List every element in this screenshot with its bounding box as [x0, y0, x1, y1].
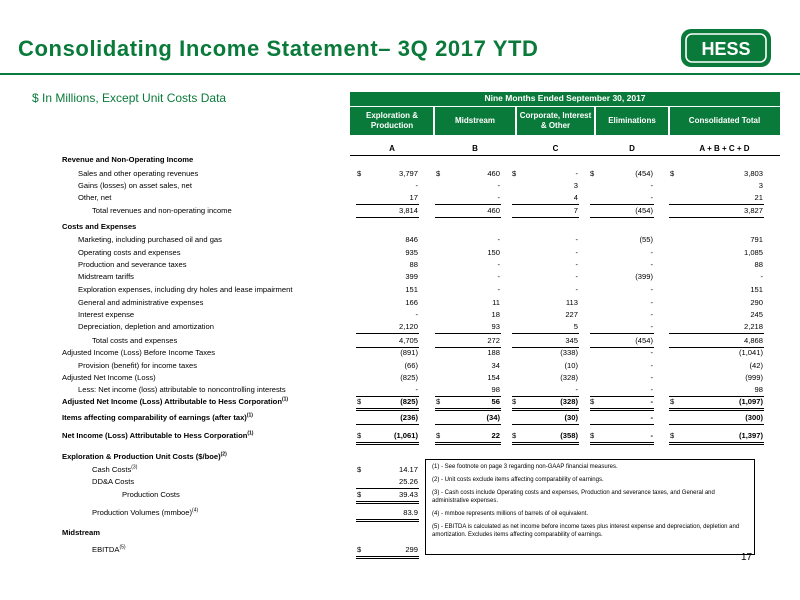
cell-value: 3,797: [398, 169, 418, 178]
cell-value: 150: [487, 248, 500, 257]
subtotal-rule: [669, 204, 764, 205]
cell-value: -: [650, 260, 653, 269]
subtotal-rule: [356, 424, 419, 425]
cell-value: -: [650, 431, 653, 440]
total-double-rule: [512, 408, 579, 411]
cell-value: 166: [405, 298, 418, 307]
cell-value: 3,827: [743, 206, 763, 215]
production-costs-label: Production Costs: [122, 490, 180, 499]
dollar-sign: $: [436, 397, 441, 406]
cell-value: -: [650, 385, 653, 394]
cell-value: -: [575, 285, 578, 294]
cell-value: 21: [754, 193, 763, 202]
subtotal-rule: [435, 333, 501, 334]
subtotal-rule: [669, 424, 764, 425]
cell-value: 3: [758, 181, 763, 190]
cell-value: 151: [750, 285, 763, 294]
cell-value: -: [497, 285, 500, 294]
cell-value: 3,814: [398, 206, 418, 215]
row-label: Less: Net income (loss) attributable to noncontrolling interests: [78, 385, 286, 394]
cell-value: 290: [750, 298, 763, 307]
subtotal-rule: [590, 217, 654, 218]
cell-value: (1,061): [393, 431, 418, 440]
midstream-heading: Midstream: [62, 528, 100, 537]
cell-value: (10): [564, 361, 578, 370]
dollar-sign: $: [590, 169, 595, 178]
cell-value: (825): [400, 397, 418, 406]
subtotal-rule: [356, 396, 419, 397]
cell-value: -: [650, 322, 653, 331]
dollar-sign: $: [670, 169, 675, 178]
cell-value: (55): [639, 235, 653, 244]
production-volumes-value: 83.9: [403, 508, 418, 517]
row-label: Interest expense: [78, 310, 135, 319]
cell-value: -: [575, 235, 578, 244]
cell-value: -: [415, 385, 418, 394]
column-header-consolidated: Consolidated Total: [669, 107, 780, 135]
total-double-rule: [512, 442, 579, 445]
cell-value: (338): [560, 348, 578, 357]
cell-value: -: [575, 260, 578, 269]
total-double-rule: [356, 556, 419, 559]
units-note: $ In Millions, Except Unit Costs Data: [32, 91, 227, 105]
cell-value: (999): [745, 373, 763, 382]
subtotal-rule: [669, 347, 764, 348]
cell-value: (358): [560, 431, 578, 440]
footnote-1: (1) - See footnote on page 3 regarding non-GAAP financial measures.: [432, 464, 618, 470]
header-separator: [668, 107, 670, 135]
dollar-sign: $: [357, 397, 362, 406]
total-double-rule: [669, 408, 764, 411]
footnote-3: (3) - Cash costs include Operating costs and expenses, Production and severance taxes, and General and administrative expenses.: [432, 490, 715, 504]
ebitda-value: 299: [405, 545, 418, 554]
dollar-sign: $: [512, 397, 517, 406]
cell-value: (1,041): [738, 348, 763, 357]
page-number: 17: [741, 552, 753, 563]
row-label: Sales and other operating revenues: [78, 169, 199, 178]
total-double-rule: [435, 408, 501, 411]
cell-value: 345: [565, 336, 578, 345]
subtotal-rule: [356, 204, 419, 205]
cell-value: -: [497, 260, 500, 269]
ebitda-label: EBITDA$^{(5)}$: [92, 544, 126, 554]
cell-value: 272: [487, 336, 500, 345]
row-label: Costs and Expenses: [62, 222, 137, 231]
cell-value: -: [650, 248, 653, 257]
cell-value: 460: [487, 206, 500, 215]
subtotal-rule: [356, 333, 419, 334]
column-letter-b: B: [472, 144, 478, 153]
cell-value: 3: [573, 181, 578, 190]
dollar-sign: $: [512, 169, 517, 178]
title-divider: [0, 73, 800, 75]
cell-value: 846: [405, 235, 418, 244]
subtotal-rule: [669, 217, 764, 218]
unit-costs-heading: Exploration & Production Unit Costs ($/boe)$^{(2)}$: [62, 451, 227, 461]
total-double-rule: [669, 442, 764, 445]
dollar-sign: $: [357, 465, 362, 474]
row-label: Midstream tariffs: [78, 272, 134, 281]
row-label: Other, net: [78, 193, 112, 202]
total-double-rule: [356, 501, 419, 504]
dda-costs-label: DD&A Costs: [92, 477, 135, 486]
cell-value: -: [760, 272, 763, 281]
cell-value: 154: [487, 373, 500, 382]
row-label: Items affecting comparability of earnings (after tax)$^{(1)}$: [62, 412, 253, 422]
cell-value: -: [650, 397, 653, 406]
cell-value: 5: [573, 322, 578, 331]
cell-value: (300): [745, 413, 763, 422]
cell-value: 399: [405, 272, 418, 281]
subtotal-rule: [512, 396, 579, 397]
column-header-eliminations: Eliminations: [595, 107, 669, 135]
cell-value: -: [650, 310, 653, 319]
cell-value: -: [650, 413, 653, 422]
cell-value: 93: [491, 322, 500, 331]
total-double-rule: [356, 408, 419, 411]
cell-value: (30): [564, 413, 578, 422]
cell-value: 2,120: [398, 322, 418, 331]
subtotal-rule: [356, 488, 419, 489]
dollar-sign: $: [590, 397, 595, 406]
cell-value: -: [415, 181, 418, 190]
cash-costs-value: 14.17: [398, 465, 418, 474]
production-costs-value: 39.43: [398, 490, 418, 499]
total-double-rule: [590, 442, 654, 445]
subtotal-rule: [435, 217, 501, 218]
subtotal-rule: [590, 333, 654, 334]
cell-value: 98: [491, 385, 500, 394]
cell-value: 4: [573, 193, 578, 202]
cell-value: -: [415, 310, 418, 319]
subtotal-rule: [590, 347, 654, 348]
cell-value: -: [575, 248, 578, 257]
dda-costs-value: 25.26: [398, 477, 418, 486]
cell-value: 791: [750, 235, 763, 244]
cell-value: 113: [565, 298, 578, 307]
cell-value: -: [497, 193, 500, 202]
footnote-4: (4) - mmboe represents millions of barrels of oil equivalent.: [432, 510, 589, 517]
cell-value: 460: [487, 169, 500, 178]
cell-value: (454): [635, 169, 653, 178]
total-double-rule: [356, 442, 419, 445]
cell-value: 1,085: [743, 248, 763, 257]
dollar-sign: $: [357, 545, 362, 554]
row-label: Total costs and expenses: [92, 336, 178, 345]
period-header: Nine Months Ended September 30, 2017: [350, 92, 780, 106]
dollar-sign: $: [436, 169, 441, 178]
cell-value: (34): [486, 413, 500, 422]
cell-value: 18: [491, 310, 500, 319]
subtotal-rule: [512, 424, 579, 425]
column-header-corporate: Corporate, Interest & Other: [516, 107, 595, 135]
subtotal-rule: [435, 347, 501, 348]
cell-value: 56: [491, 397, 500, 406]
cash-costs-label: Cash Costs$^{(3)}$: [92, 464, 138, 474]
cell-value: -: [497, 272, 500, 281]
subtotal-rule: [356, 347, 419, 348]
cell-value: 17: [409, 193, 418, 202]
dollar-sign: $: [670, 397, 675, 406]
column-letter-c: C: [552, 144, 559, 153]
row-label: Operating costs and expenses: [78, 248, 181, 257]
column-letter-d: D: [629, 144, 635, 153]
cell-value: -: [650, 361, 653, 370]
footnotes-box: [425, 459, 755, 555]
subtotal-rule: [512, 204, 579, 205]
subtotal-rule: [512, 347, 579, 348]
subtotal-rule: [590, 396, 654, 397]
cell-value: (399): [635, 272, 653, 281]
subtotal-rule: [435, 204, 501, 205]
cell-value: (42): [749, 361, 763, 370]
cell-value: 935: [405, 248, 418, 257]
cell-value: -: [650, 348, 653, 357]
cell-value: 98: [754, 385, 763, 394]
dollar-sign: $: [590, 431, 595, 440]
header-separator: [433, 107, 435, 135]
row-label: Depreciation, depletion and amortization: [78, 322, 214, 331]
row-label: Adjusted Net Income (Loss): [62, 373, 156, 382]
cell-value: -: [650, 193, 653, 202]
dollar-sign: $: [436, 431, 441, 440]
subtotal-rule: [512, 217, 579, 218]
page-title: Consolidating Income Statement– 3Q 2017 YTD: [18, 36, 539, 61]
row-label: Production and severance taxes: [78, 260, 187, 269]
cell-value: -: [575, 169, 578, 178]
cell-value: (236): [400, 413, 418, 422]
cell-value: (1,397): [738, 431, 763, 440]
row-label: Total revenues and non-operating income: [92, 206, 232, 215]
column-letter-rule: [350, 155, 780, 156]
cell-value: 2,218: [743, 322, 763, 331]
cell-value: (891): [400, 348, 418, 357]
row-label: Net Income (Loss) Attributable to Hess Corporation$^{(1)}$: [62, 430, 254, 440]
subtotal-rule: [669, 396, 764, 397]
cell-value: (1,097): [738, 397, 763, 406]
production-volumes-label: Production Volumes (mmboe)$^{(4)}$: [92, 507, 199, 517]
cell-value: 7: [573, 206, 578, 215]
dollar-sign: $: [357, 490, 362, 499]
cell-value: -: [650, 285, 653, 294]
cell-value: (66): [404, 361, 418, 370]
row-label: Adjusted Income (Loss) Before Income Taxes: [62, 348, 216, 357]
row-label: Revenue and Non-Operating Income: [62, 155, 194, 164]
row-label: Adjusted Net Income (Loss) Attributable to Hess Corporation$^{(1)}$: [62, 396, 289, 406]
cell-value: -: [650, 298, 653, 307]
cell-value: -: [497, 235, 500, 244]
cell-value: 88: [409, 260, 418, 269]
cell-value: 34: [491, 361, 500, 370]
footnote-2: (2) - Unit costs exclude items affecting comparability of earnings.: [432, 477, 604, 484]
cell-value: 188: [487, 348, 500, 357]
cell-value: 11: [492, 298, 500, 307]
row-label: Marketing, including purchased oil and gas: [78, 235, 222, 244]
cell-value: 151: [405, 285, 418, 294]
subtotal-rule: [435, 396, 501, 397]
cell-value: (328): [560, 397, 578, 406]
row-label: Gains (losses) on asset sales, net: [78, 181, 192, 190]
dollar-sign: $: [357, 169, 362, 178]
cell-value: (825): [400, 373, 418, 382]
hess-logo: [680, 28, 772, 68]
subtotal-rule: [590, 204, 654, 205]
cell-value: -: [575, 272, 578, 281]
header-separator: [515, 107, 517, 135]
row-label: General and administrative expenses: [78, 298, 204, 307]
subtotal-rule: [512, 333, 579, 334]
cell-value: -: [650, 181, 653, 190]
subtotal-rule: [590, 424, 654, 425]
column-header-ep: Exploration & Production: [350, 107, 434, 135]
subtotal-rule: [356, 217, 419, 218]
logo-text: HESS: [701, 39, 751, 59]
cell-value: 4,705: [398, 336, 418, 345]
subtotal-rule: [669, 333, 764, 334]
dollar-sign: $: [357, 431, 362, 440]
total-double-rule: [356, 519, 419, 522]
cell-value: 227: [565, 310, 578, 319]
header-separator: [594, 107, 596, 135]
cell-value: (454): [635, 336, 653, 345]
column-letter-total: A + B + C + D: [699, 144, 750, 153]
cell-value: 3,803: [743, 169, 763, 178]
column-header-midstream: Midstream: [434, 107, 516, 135]
row-label: Exploration expenses, including dry holes and lease impairment: [78, 285, 293, 294]
cell-value: -: [650, 373, 653, 382]
cell-value: 22: [491, 431, 500, 440]
cell-value: (328): [560, 373, 578, 382]
cell-value: 4,868: [743, 336, 763, 345]
cell-value: (454): [635, 206, 653, 215]
dollar-sign: $: [512, 431, 517, 440]
total-double-rule: [435, 442, 501, 445]
cell-value: 88: [754, 260, 763, 269]
subtotal-rule: [435, 424, 501, 425]
column-letter-a: A: [389, 144, 395, 153]
cell-value: 245: [750, 310, 763, 319]
cell-value: -: [575, 385, 578, 394]
cell-value: -: [497, 181, 500, 190]
row-label: Provision (benefit) for income taxes: [78, 361, 198, 370]
total-double-rule: [590, 408, 654, 411]
dollar-sign: $: [670, 431, 675, 440]
footnote-5: (5) - EBITDA is calculated as net income before income taxes plus interest expense and depreciation, depletion and amortization. Excludes items affecting comparability of earnings.: [432, 523, 740, 538]
